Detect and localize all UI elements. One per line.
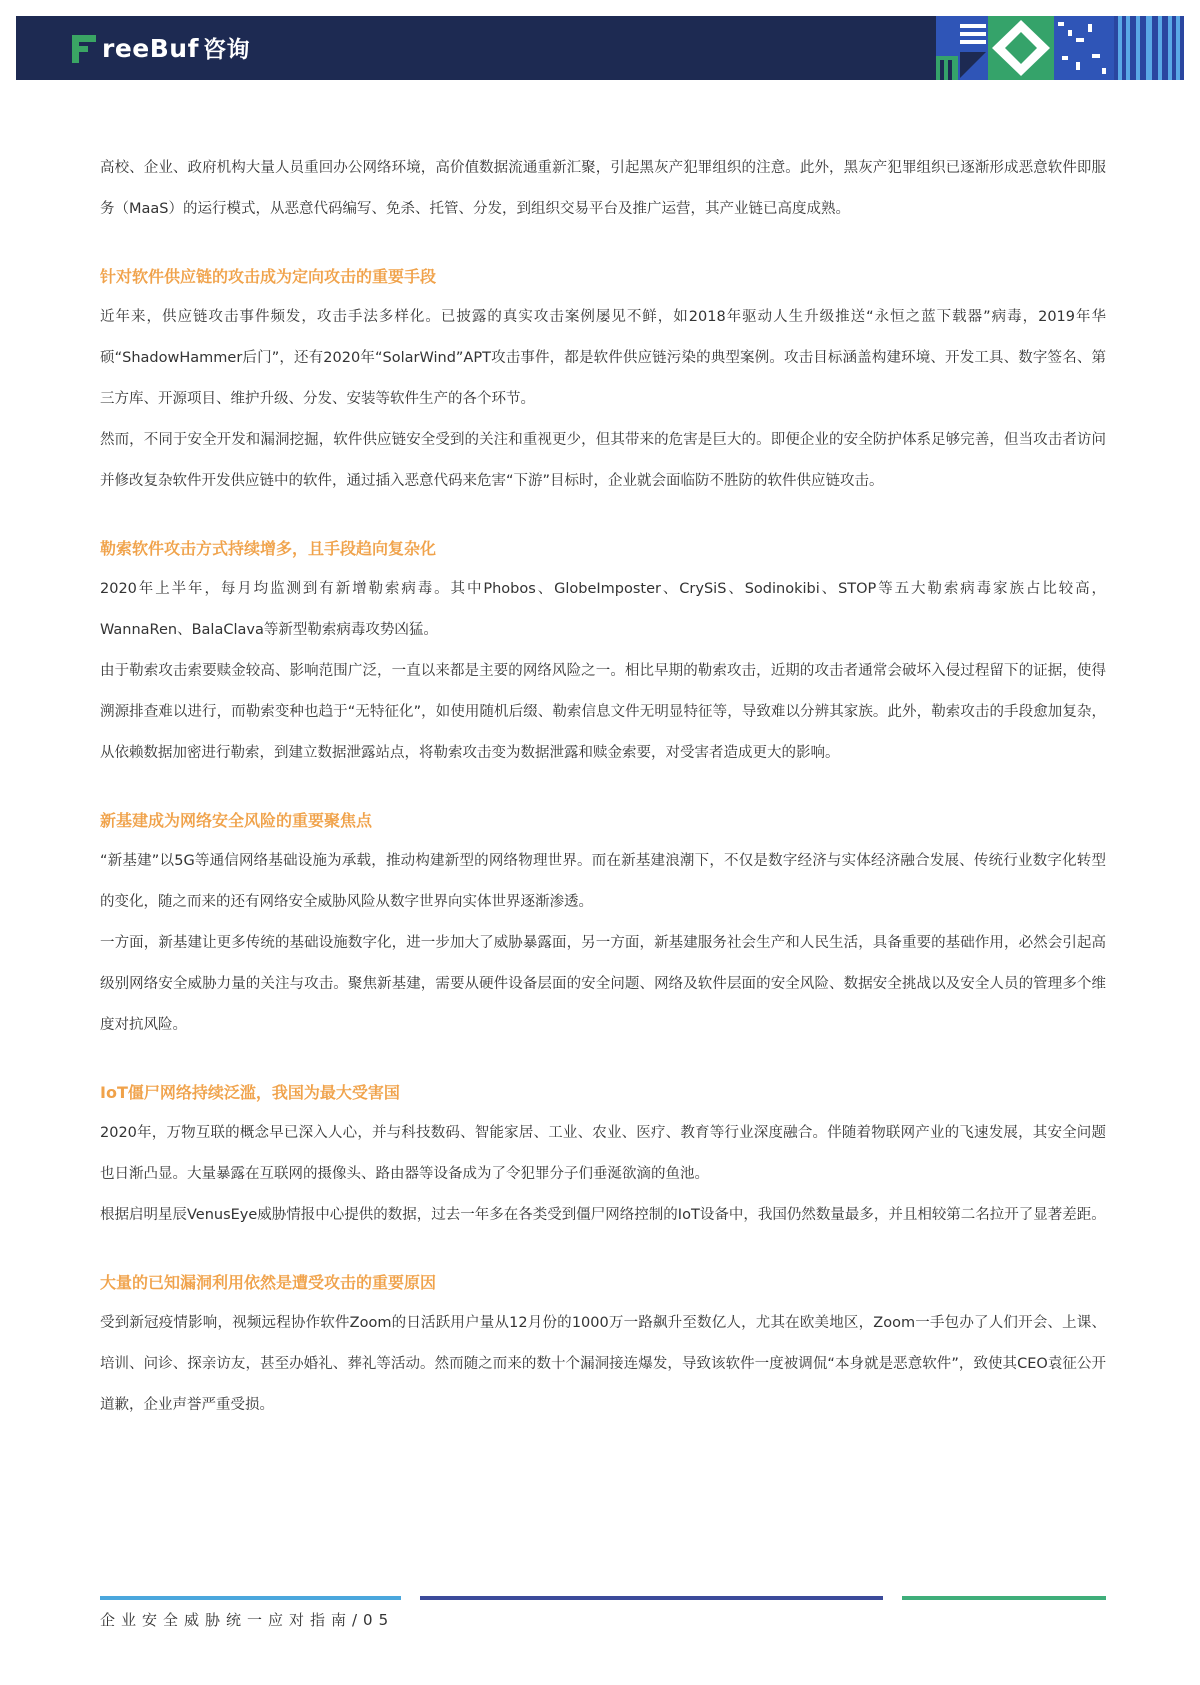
logo-cn: 咨询 bbox=[202, 36, 250, 63]
paragraph: 一方面，新基建让更多传统的基础设施数字化，进一步加大了威胁暴露面，另一方面，新基建服务社会生产和人民生活，具备重要的基础作用，必然会引起高级别网络安全威胁力量的关注与攻击。聚焦新基建，需要从硬件设备层面的安全问题、网络及软件层面的安全风险、数据安全挑战以及安全人员的管理多个维度对抗风险。 bbox=[100, 935, 1106, 1033]
logo-f-icon bbox=[72, 35, 98, 63]
logo-brand: reeBuf bbox=[102, 33, 199, 63]
paragraph: 2020年上半年，每月均监测到有新增勒索病毒。其中Phobos、GlobeImposter、CrySiS、Sodinokibi、STOP等五大勒索病毒家族占比较高，WannaRen、BalaClava等新型勒索病毒攻势凶猛。 bbox=[100, 581, 1106, 638]
footer-bar-light-blue bbox=[100, 1596, 401, 1600]
footer-bar-navy bbox=[420, 1596, 883, 1600]
section-heading: 勒索软件攻击方式持续增多，且手段趋向复杂化 bbox=[100, 539, 437, 558]
section-heading: 新基建成为网络安全风险的重要聚焦点 bbox=[100, 811, 373, 830]
paragraph: 由于勒索攻击索要赎金较高、影响范围广泛，一直以来都是主要的网络风险之一。相比早期的勒索攻击，近期的攻击者通常会破坏入侵过程留下的证据，使得溯源排查难以进行，而勒索变种也趋于“无特征化”，如使用随机后缀、勒索信息文件无明显特征等，导致难以分辨其家族。此外，勒索攻击的手段愈加复杂，从依赖数据加密进行勒索，到建立数据泄露站点，将勒索攻击变为数据泄露和赎金索要，对受害者造成更大的影响。 bbox=[100, 663, 1106, 761]
header-decorative-pattern bbox=[926, 16, 1184, 80]
freebuf-logo[interactable] bbox=[72, 34, 250, 64]
article-body bbox=[100, 148, 1106, 1426]
footer-page-label: 企业安全威胁统一应对指南/05 bbox=[100, 1611, 395, 1629]
section-heading: 针对软件供应链的攻击成为定向攻击的重要手段 bbox=[100, 267, 437, 286]
section-heading: IoT僵尸网络持续泛滥，我国为最大受害国 bbox=[100, 1083, 400, 1102]
paragraph: 2020年，万物互联的概念早已深入人心，并与科技数码、智能家居、工业、农业、医疗、教育等行业深度融合。伴随着物联网产业的飞速发展，其安全问题也日渐凸显。大量暴露在互联网的摄像头、路由器等设备成为了令犯罪分子们垂涎欲滴的鱼池。 bbox=[100, 1125, 1106, 1182]
header-band bbox=[16, 16, 1184, 80]
section-heading: 大量的已知漏洞利用依然是遭受攻击的重要原因 bbox=[100, 1273, 437, 1292]
paragraph: 高校、企业、政府机构大量人员重回办公网络环境，高价值数据流通重新汇聚，引起黑灰产犯罪组织的注意。此外，黑灰产犯罪组织已逐渐形成恶意软件即服务（MaaS）的运行模式，从恶意代码编写、免杀、托管、分发，到组织交易平台及推广运营，其产业链已高度成熟。 bbox=[100, 160, 1106, 217]
footer-bar-green bbox=[902, 1596, 1106, 1600]
paragraph: 近年来，供应链攻击事件频发，攻击手法多样化。已披露的真实攻击案例屡见不鲜，如2018年驱动人生升级推送“永恒之蓝下载器”病毒，2019年华硕“ShadowHammer后门”，还有2020年“SolarWind”APT攻击事件，都是软件供应链污染的典型案例。攻击目标涵盖构建环境、开发工具、数字签名、第三方库、开源项目、维护升级、分发、安装等软件生产的各个环节。 bbox=[100, 309, 1106, 407]
logo-text bbox=[102, 34, 250, 65]
paragraph: 受到新冠疫情影响，视频远程协作软件Zoom的日活跃用户量从12月份的1000万一路飙升至数亿人，尤其在欧美地区，Zoom一手包办了人们开会、上课、培训、问诊、探亲访友，甚至办婚礼、葬礼等活动。然而随之而来的数十个漏洞接连爆发，导致该软件一度被调侃“本身就是恶意软件”，致使其CEO袁征公开道歉，企业声誉严重受损。 bbox=[100, 1315, 1106, 1413]
footer-divider bbox=[100, 1596, 1106, 1600]
paragraph: 根据启明星辰VenusEye威胁情报中心提供的数据，过去一年多在各类受到僵尸网络控制的IoT设备中，我国仍然数量最多，并且相较第二名拉开了显著差距。 bbox=[100, 1207, 1106, 1223]
paragraph: “新基建”以5G等通信网络基础设施为承载，推动构建新型的网络物理世界。而在新基建浪潮下，不仅是数字经济与实体经济融合发展、传统行业数字化转型的变化，随之而来的还有网络安全威胁风险从数字世界向实体世界逐渐渗透。 bbox=[100, 853, 1106, 910]
paragraph: 然而，不同于安全开发和漏洞挖掘，软件供应链安全受到的关注和重视更少，但其带来的危害是巨大的。即便企业的安全防护体系足够完善，但当攻击者访问并修改复杂软件开发供应链中的软件，通过插入恶意代码来危害“下游”目标时，企业就会面临防不胜防的软件供应链攻击。 bbox=[100, 432, 1106, 489]
